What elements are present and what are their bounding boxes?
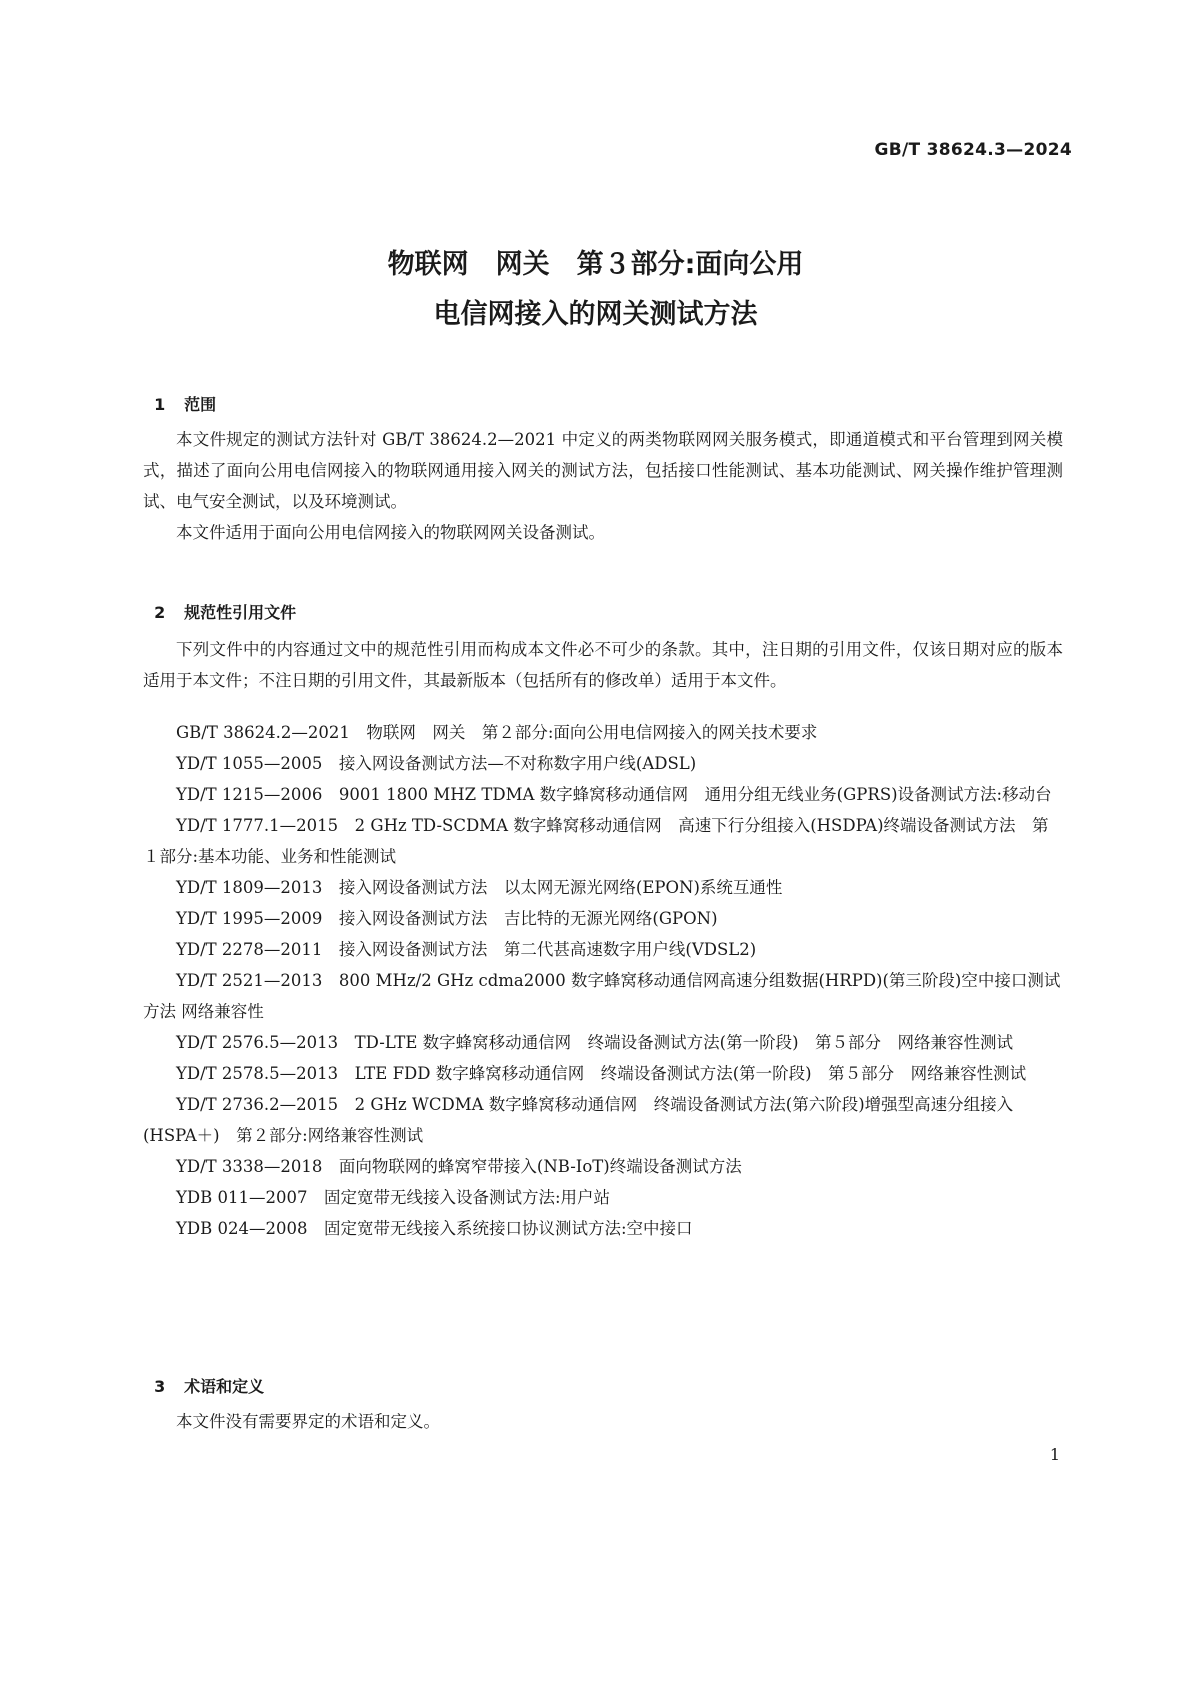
reference-item [143,903,1063,934]
reference-item [143,1182,1063,1213]
reference-code: GB/T 38624.2—2021 [176,723,350,742]
reference-code: YD/T 1215—2006 [176,785,323,804]
standard-code: GB/T 38624.3—2024 [874,140,1072,160]
scope-paragraph: 本文件适用于面向公用电信网接入的物联网网关设备测试。 [176,523,605,542]
reference-item [143,748,1063,779]
reference-item [143,810,1063,872]
reference-title: LTE FDD 数字蜂窝移动通信网 终端设备测试方法(第一阶段) 第５部分 网络兼容性测试 [354,1064,1027,1083]
reference-item [143,1089,1063,1151]
section-number: 3 [154,1377,166,1396]
title-line-1: 物联网 网关 第３部分:面向公用 [387,249,804,280]
normative-refs-intro-text: 下列文件中的内容通过文中的规范性引用而构成本文件必不可少的条款。其中，注日期的引用文件，仅该日期对应的版本适用于本文件；不注日期的引用文件，其最新版本（包括所有的修改单）适用于本文件。 [143,640,1063,690]
reference-list [143,717,1063,1244]
reference-item [143,934,1063,965]
reference-item [143,717,1063,748]
section-title: 规范性引用文件 [184,603,297,622]
reference-title: 800 MHz/2 GHz cdma2000 数字蜂窝移动通信网高速分组数据(HRPD)(第三阶段)空中接口测试方法 网络兼容性 [143,971,1061,1021]
reference-item [143,872,1063,903]
reference-item [143,1058,1063,1089]
page-number: 1 [1049,1445,1060,1464]
reference-title: 物联网 网关 第２部分:面向公用电信网接入的网关技术要求 [366,723,818,742]
reference-title: 接入网设备测试方法—不对称数字用户线(ADSL) [338,754,697,773]
terms-paragraph: 本文件没有需要界定的术语和定义。 [176,1412,440,1431]
title-line-2: 电信网接入的网关测试方法 [433,299,758,330]
document-title [0,240,1191,340]
reference-title: 固定宽带无线接入系统接口协议测试方法:空中接口 [323,1219,693,1238]
section-number: 2 [154,603,166,622]
reference-code: YD/T 1809—2013 [176,878,323,897]
scope-body [143,424,1063,548]
section-heading-terms [143,1355,264,1397]
normative-refs-intro [143,634,1063,696]
reference-item [143,1151,1063,1182]
reference-code: YD/T 1055—2005 [176,754,323,773]
reference-code: YD/T 2278—2011 [176,940,323,959]
section-heading-normative-refs [143,581,296,623]
section-number: 1 [154,395,166,414]
reference-item [143,965,1063,1027]
reference-title: 接入网设备测试方法 以太网无源光网络(EPON)系统互通性 [338,878,783,897]
reference-title: 面向物联网的蜂窝窄带接入(NB-IoT)终端设备测试方法 [338,1157,742,1176]
reference-code: YDB 024—2008 [176,1219,308,1238]
section-heading-scope [143,373,216,415]
reference-item [143,779,1063,810]
reference-code: YD/T 2521—2013 [176,971,323,990]
reference-title: 2 GHz TD-SCDMA 数字蜂窝移动通信网 高速下行分组接入(HSDPA)终端设备测试方法 第１部分:基本功能、业务和性能测试 [143,816,1049,866]
reference-title: 接入网设备测试方法 吉比特的无源光网络(GPON) [338,909,718,928]
reference-title: 9001 1800 MHZ TDMA 数字蜂窝移动通信网 通用分组无线业务(GPRS)设备测试方法:移动台 [338,785,1052,804]
reference-code: YD/T 2576.5—2013 [176,1033,339,1052]
terms-body [143,1406,1063,1437]
reference-code: YD/T 1995—2009 [176,909,323,928]
scope-paragraph: 本文件规定的测试方法针对 GB/T 38624.2—2021 中定义的两类物联网网关服务模式，即通道模式和平台管理到网关模式，描述了面向公用电信网接入的物联网通用接入网关的测试方法，包括接口性能测试、基本功能测试、网关操作维护管理测试、电气安全测试，以及环境测试。 [143,430,1063,511]
reference-title: 固定宽带无线接入设备测试方法:用户站 [323,1188,611,1207]
reference-item [143,1027,1063,1058]
reference-item [143,1213,1063,1244]
reference-title: 接入网设备测试方法 第二代甚高速数字用户线(VDSL2) [338,940,757,959]
reference-code: YD/T 2736.2—2015 [176,1095,339,1114]
section-title: 术语和定义 [184,1377,265,1396]
section-title: 范围 [184,395,217,414]
reference-title: TD-LTE 数字蜂窝移动通信网 终端设备测试方法(第一阶段) 第５部分 网络兼容性测试 [354,1033,1014,1052]
reference-code: YD/T 2578.5—2013 [176,1064,339,1083]
reference-code: YD/T 1777.1—2015 [176,816,339,835]
reference-code: YD/T 3338—2018 [176,1157,323,1176]
reference-title: 2 GHz WCDMA 数字蜂窝移动通信网 终端设备测试方法(第六阶段)增强型高速分组接入(HSPA＋) 第２部分:网络兼容性测试 [143,1095,1014,1145]
reference-code: YDB 011—2007 [176,1188,308,1207]
